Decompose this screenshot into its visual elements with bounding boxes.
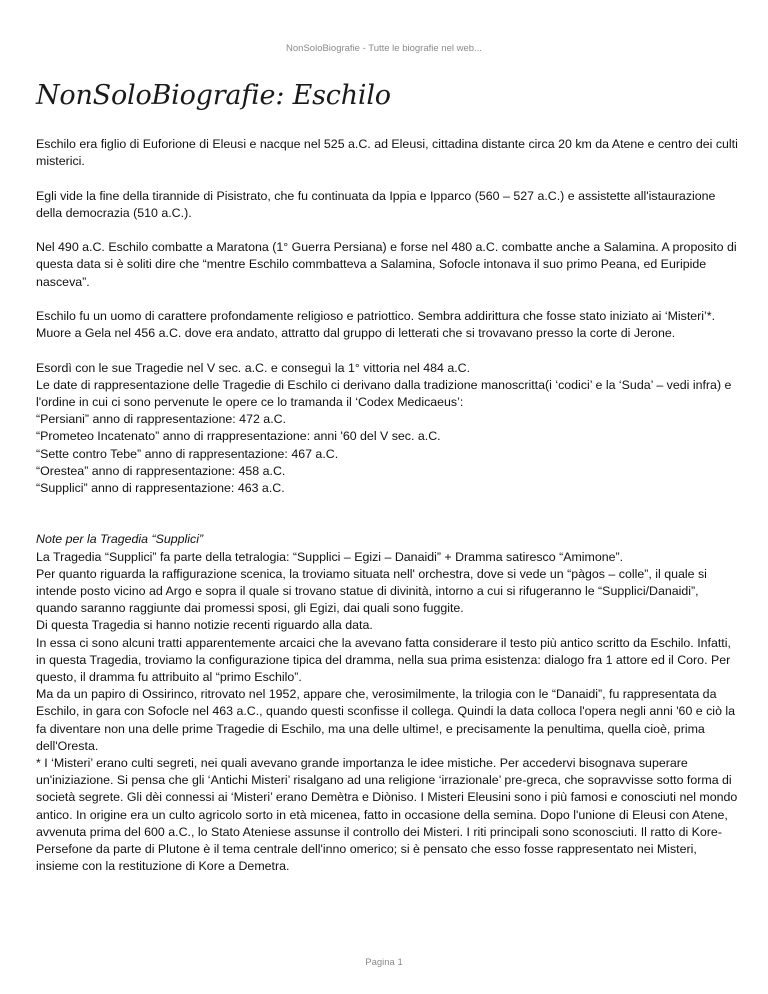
paragraph-tyranny: Egli vide la fine della tirannide di Pisistrato, che fu continuata da Ippia e Ipparco (560 – 527 a.C.) e assistette all'istaurazione della democrazia (510 a.C.).	[36, 188, 716, 220]
paragraph-birth: Eschilo era figlio di Euforione di Eleusi e nacque nel 525 a.C. ad Eleusi, cittadina distante circa 20 km da Atene e centro dei culti misterici.	[36, 137, 738, 169]
document-body	[36, 136, 740, 875]
work-item: “Prometeo Incatenato” anno di rrappresentazione: anni '60 del V sec. a.C.	[36, 429, 441, 444]
paragraph-religion-death	[36, 308, 740, 342]
paragraph-debut: Esordì con le sue Tragedie nel V sec. a.C. e conseguì la 1° vittoria nel 484 a.C.	[36, 360, 471, 375]
paragraph-works	[36, 360, 740, 498]
note-item: Ma da un papiro di Ossirinco, ritrovato nel 1952, appare che, verosimilmente, la trilogia con le “Danaidi”, fu rappresentata da Eschilo, in gara con Sofocle nel 463 a.C., quando questi sconfisse il collega. Quindi la data colloca l'opera negli anni '60 e ciò la fa diventare non una delle prime Tragedie di Eschilo, ma una delle ultime!, e precisamente la penultima, quella cioè, prima dell'Oresta.	[36, 687, 736, 753]
paragraph-dates-source: Le date di rappresentazione delle Tragedie di Eschilo ci derivano dalla tradizione manoscritta(i ‘codici’ e la ‘Suda’ – vedi infra) e l'ordine in cui ci sono pervenute le opere ce lo tramanda il ‘Codex Medicaeus’:	[36, 377, 732, 409]
spacer	[36, 514, 740, 531]
note-item: In essa ci sono alcuni tratti apparentemente arcaici che la avevano fatta considerare il testo più antico scritto da Eschilo. Infatti, in questa Tragedia, troviamo la configurazione tipica del dramma, nella sua prima esistenza: dialogo fra 1 attore ed il Coro. Per questo, il dramma fu attribuito al “primo Eschilo”.	[36, 635, 731, 685]
notes-section	[36, 531, 740, 875]
work-item: “Supplici” anno di rappresentazione: 463 a.C.	[36, 481, 285, 495]
page-header: NonSoloBiografie - Tutte le biografie nel web...	[286, 43, 482, 54]
work-item: “Sette contro Tebe” anno di rappresentazione: 467 a.C.	[36, 446, 339, 461]
note-item: La Tragedia “Supplici” fa parte della tetralogia: “Supplici – Egizi – Danaidi” + Dramma satiresco “Amimone”.	[36, 549, 624, 564]
document-title: NonSoloBiografie: Eschilo	[36, 80, 391, 111]
note-item: Per quanto riguarda la raffigurazione scenica, la troviamo situata nell' orchestra, dove si vede un “pàgos – colle”, il quale si intende posto vicino ad Argo e sopra il quale si trovano statue di divinità, intorno a cui si rifugeranno le “Supplici/Danaidi”, quando saranno raggiunte dai promessi sposi, gli Egizi, dai quali sono fuggite.	[36, 566, 707, 616]
work-item: “Persiani” anno di rappresentazione: 472 a.C.	[36, 412, 287, 427]
paragraph-battles: Nel 490 a.C. Eschilo combatte a Maratona (1° Guerra Persiana) e forse nel 480 a.C. combatte anche a Salamina. A proposito di questa data si è soliti dire che “mentre Eschilo commbatteva a Salamina, Sofocle intonava il suo primo Peana, ed Euripide nasceva”.	[36, 240, 737, 289]
footnote-misteri: * I ‘Misteri’ erano culti segreti, nei quali avevano grande importanza le idee mistiche. Per accedervi bisognava superare un'iniziazione. Si pensa che gli ‘Antichi Misteri’ risalgano ad una religione ‘irrazionale’ pre-greca, che sopravvisse sotto forma di società segrete. Gli dèi connessi ai ‘Misteri’ erano Demètra e Diòniso. I Misteri Eleusini sono i più famosi e conosciuti nel mondo antico. In origine era un culto agricolo sorto in età micenea, fatto in occasione della semina. Dopo l'unione di Eleusi con Atene, avvenuta prima del 600 a.C., lo Stato Ateniese assunse il controllo dei Misteri. I riti principali sono sconosciuti. Il ratto di Kore-Persefone da parte di Plutone è il tema centrale dell'inno omerico; si è pensato che esso fosse rappresentato nei Misteri, insieme con la restituzione di Kore a Demetra.	[36, 756, 738, 874]
notes-heading: Note per la Tragedia “Supplici”	[36, 532, 204, 547]
page-number: Pagina 1	[365, 957, 403, 968]
paragraph-death: Muore a Gela nel 456 a.C. dove era andato, attratto dal gruppo di letterati che si trovavano presso la corte di Jerone.	[36, 326, 676, 341]
note-item: Di questa Tragedia si hanno notizie recenti riguardo alla data.	[36, 618, 373, 633]
paragraph-religion: Eschilo fu un uomo di carattere profondamente religioso e patriottico. Sembra addirittura che fosse stato iniziato ai ‘Misteri’*.	[36, 308, 716, 323]
work-item: “Orestea” anno di rappresentazione: 458 a.C.	[36, 463, 286, 478]
